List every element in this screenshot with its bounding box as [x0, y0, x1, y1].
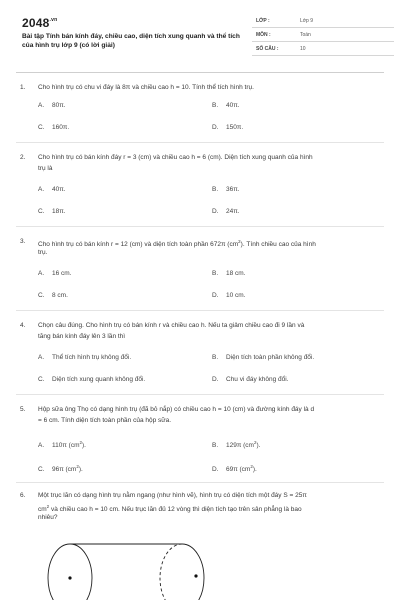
meta-key: SỐ CÂU :: [256, 46, 279, 52]
question-line: [16, 247, 384, 258]
option-d[interactable]: D. Chu vi đáy không đổi.: [212, 376, 289, 383]
option-b[interactable]: B. 40π.: [212, 102, 240, 109]
question-text: $cm^2$ và chiều cao h = 10 cm. Nếu trục lăn đủ 12 vòng thì diện tích tạo trên sân phẳng là bao: [38, 504, 302, 514]
question-line: [16, 501, 384, 512]
left-center-point: [68, 576, 71, 579]
question-line: [16, 404, 384, 415]
question-line: [16, 320, 384, 331]
right-base-hidden-arc: [160, 544, 182, 600]
question-line: [16, 163, 384, 174]
option-b[interactable]: B. 36π.: [212, 186, 240, 193]
option-c[interactable]: C. 8 cm.: [38, 292, 68, 299]
option-c[interactable]: C. 96π $(cm^2)$.: [38, 464, 83, 474]
horizontal-cylinder-icon: [36, 536, 226, 600]
site-logo[interactable]: [22, 16, 57, 30]
question-number: 1.: [20, 84, 26, 91]
meta-key: MÔN :: [256, 32, 271, 38]
question-text: trụ.: [38, 249, 48, 256]
option-c[interactable]: C. Diện tích xung quanh không đổi.: [38, 376, 146, 383]
option-d[interactable]: D. 150π.: [212, 124, 244, 131]
meta-row-class: [252, 14, 394, 28]
option-b[interactable]: B. 18 cm.: [212, 270, 246, 277]
question-text: tăng bán kính đáy lên 3 lần thì: [38, 333, 126, 340]
option-a[interactable]: A. 110π $(cm^2)$.: [38, 440, 86, 450]
question-text: Cho hình trụ có bán kính r = 12 (cm) và diện tích toàn phần 672π $(cm^2)$. Tính chiều cao của hình: [38, 239, 316, 249]
option-b[interactable]: B. Diện tích toàn phần không đổi.: [212, 354, 315, 361]
question-line: [16, 82, 384, 93]
question-text: Cho hình trụ có bán kính đáy r = 3 (cm) và chiều cao h = 6 (cm). Diện tích xung quanh của hình: [38, 154, 313, 161]
option-a[interactable]: A. 16 cm.: [38, 270, 72, 277]
question-number: 2.: [20, 154, 26, 161]
meta-value: Toán: [300, 32, 311, 38]
question-line: [16, 236, 384, 247]
question-text: trụ là: [38, 165, 53, 172]
cylinder-figure: [36, 536, 226, 600]
question-divider: [16, 226, 384, 227]
question-text: Chọn câu đúng. Cho hình trụ có bán kính r và chiều cao h. Nếu ta giảm chiều cao đi 9 lần và: [38, 322, 305, 329]
meta-value: Lớp 9: [300, 18, 314, 24]
question-divider: [16, 394, 384, 395]
option-d[interactable]: D. 10 cm.: [212, 292, 246, 299]
question-divider: [16, 310, 384, 311]
meta-table: [252, 14, 394, 56]
option-a[interactable]: A. 40π.: [38, 186, 66, 193]
question-line: [16, 331, 384, 342]
question-line: [16, 512, 384, 523]
header-divider: [16, 72, 384, 73]
question-number: 4.: [20, 322, 26, 329]
document-title: Bài tập Tính bán kính đáy, chiều cao, diện tích xung quanh và thể tích của hình trụ lớp 9 (có lời giải): [22, 33, 240, 49]
question-line: [16, 490, 384, 501]
right-base-front-arc: [182, 544, 204, 600]
question-line: [16, 152, 384, 163]
question-text: Cho hình trụ có chu vi đáy là 8π và chiều cao h = 10. Tính thể tích hình trụ.: [38, 84, 254, 91]
option-c[interactable]: C. 18π.: [38, 208, 66, 215]
question-number: 6.: [20, 492, 26, 499]
question-text: = 6 cm. Tính diện tích toàn phần của hộp sữa.: [38, 417, 172, 424]
right-center-point: [194, 574, 197, 577]
option-a[interactable]: A. Thể tích hình trụ không đổi.: [38, 354, 132, 361]
question-number: 3.: [20, 238, 26, 245]
question-line: [16, 415, 384, 426]
meta-key: LỚP :: [256, 18, 270, 24]
meta-row-subject: [252, 28, 394, 42]
option-c[interactable]: C. 160π.: [38, 124, 70, 131]
question-3: [16, 236, 384, 312]
question-divider: [16, 482, 384, 483]
meta-value: 10: [300, 46, 306, 52]
left-base-ellipse: [48, 544, 92, 600]
option-d[interactable]: D. 69π $(cm^2)$.: [212, 464, 257, 474]
logo-main: 2048: [22, 16, 50, 30]
question-divider: [16, 142, 384, 143]
question-2: [16, 152, 384, 228]
question-4: [16, 320, 384, 396]
question-text: Một trục lăn có dạng hình trụ nằm ngang (như hình vẽ), hình trụ có diện tích một đáy S = 25π: [38, 492, 307, 499]
option-a[interactable]: A. 80π.: [38, 102, 66, 109]
question-5: [16, 404, 384, 484]
header: [16, 12, 384, 64]
question-1: [16, 82, 384, 144]
question-text: nhiêu?: [38, 514, 58, 521]
option-d[interactable]: D. 24π.: [212, 208, 240, 215]
question-number: 5.: [20, 406, 26, 413]
logo-suffix: .vn: [49, 17, 58, 23]
option-b[interactable]: B. 129π $(cm^2)$.: [212, 440, 261, 450]
question-text: Hộp sữa ông Thọ có dạng hình trụ (đã bỏ nắp) có chiều cao h = 10 (cm) và đường kính đáy là d: [38, 406, 315, 413]
meta-row-count: [252, 42, 394, 56]
question-6: [16, 490, 384, 530]
